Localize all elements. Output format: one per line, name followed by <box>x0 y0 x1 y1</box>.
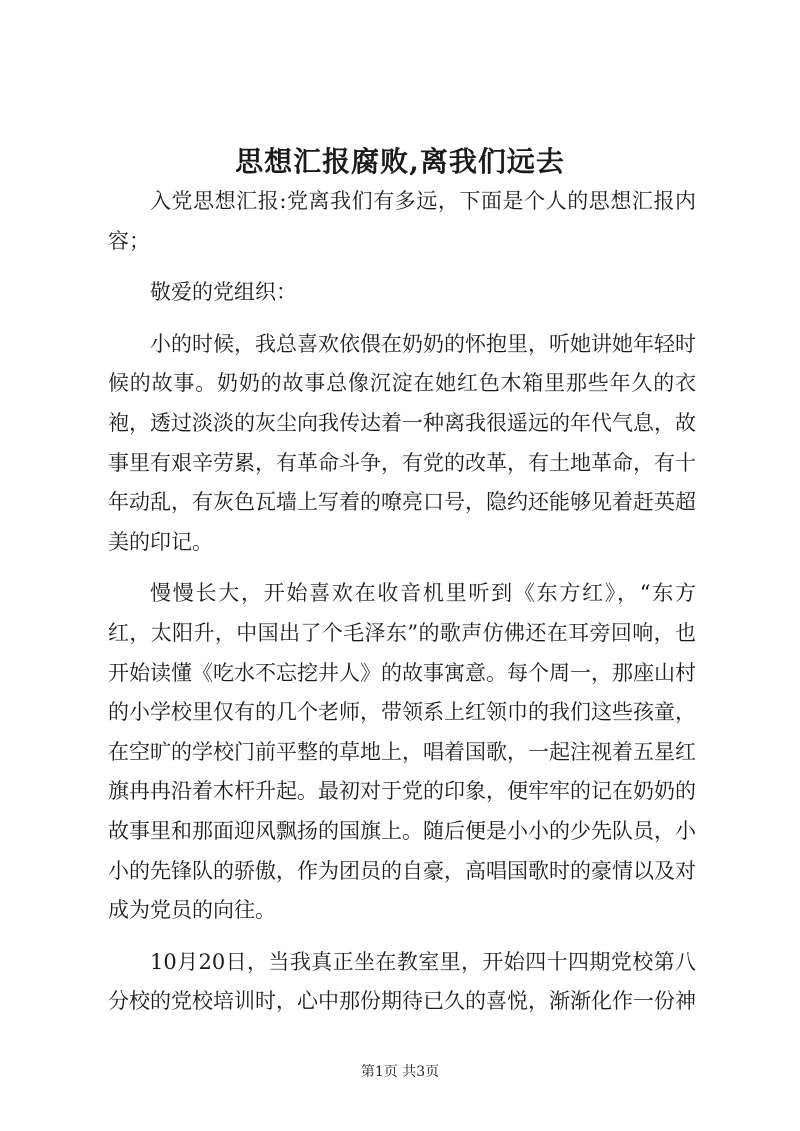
document-body <box>108 182 696 1022</box>
paragraph-childhood: 小的时候，我总喜欢依偎在奶奶的怀抱里，听她讲她年轻时候的故事。奶奶的故事总像沉淀在她红色木箱里那些年久的衣袍，透过淡淡的灰尘向我传达着一种离我很遥远的年代气息，故事里有艰辛劳累，有革命斗争，有党的改革，有土地革命，有十年动乱，有灰色瓦墙上写着的嘹亮口号，隐约还能够见着赶英超美的印记。 <box>108 331 696 554</box>
paragraph-salutation: 敬爱的党组织： <box>150 280 297 305</box>
document-title: 思想汇报腐败,离我们远去 <box>235 145 565 178</box>
paragraph-growing-up: 慢慢长大，开始喜欢在收音机里听到《东方红》，“东方红，太阳升，中国出了个毛泽东”的歌声仿佛还在耳旁回响，也开始读懂《吃水不忘挖井人》的故事寓意。每个周一，那座山村的小学校里仅有的几个老师，带领系上红领巾的我们这些孩童，在空旷的学校门前平整的草地上，唱着国歌，一起注视着五星红旗冉冉沿着木杆升起。最初对于党的印象，便牢牢的记在奶奶的故事里和那面迎风飘扬的国旗上。随后便是小小的少先队员，小小的先锋队的骄傲，作为团员的自豪，高唱国歌时的豪情以及对成为党员的向往。 <box>108 581 696 923</box>
paragraph-intro: 入党思想汇报:党离我们有多远，下面是个人的思想汇报内容； <box>108 189 696 253</box>
page-footer: 第1页 共3页 <box>360 1064 440 1080</box>
paragraph-party-school: 10月20日，当我真正坐在教室里，开始四十四期党校第八分校的党校培训时，心中那份期待已久的喜悦，渐渐化作一份神 <box>108 949 696 1014</box>
